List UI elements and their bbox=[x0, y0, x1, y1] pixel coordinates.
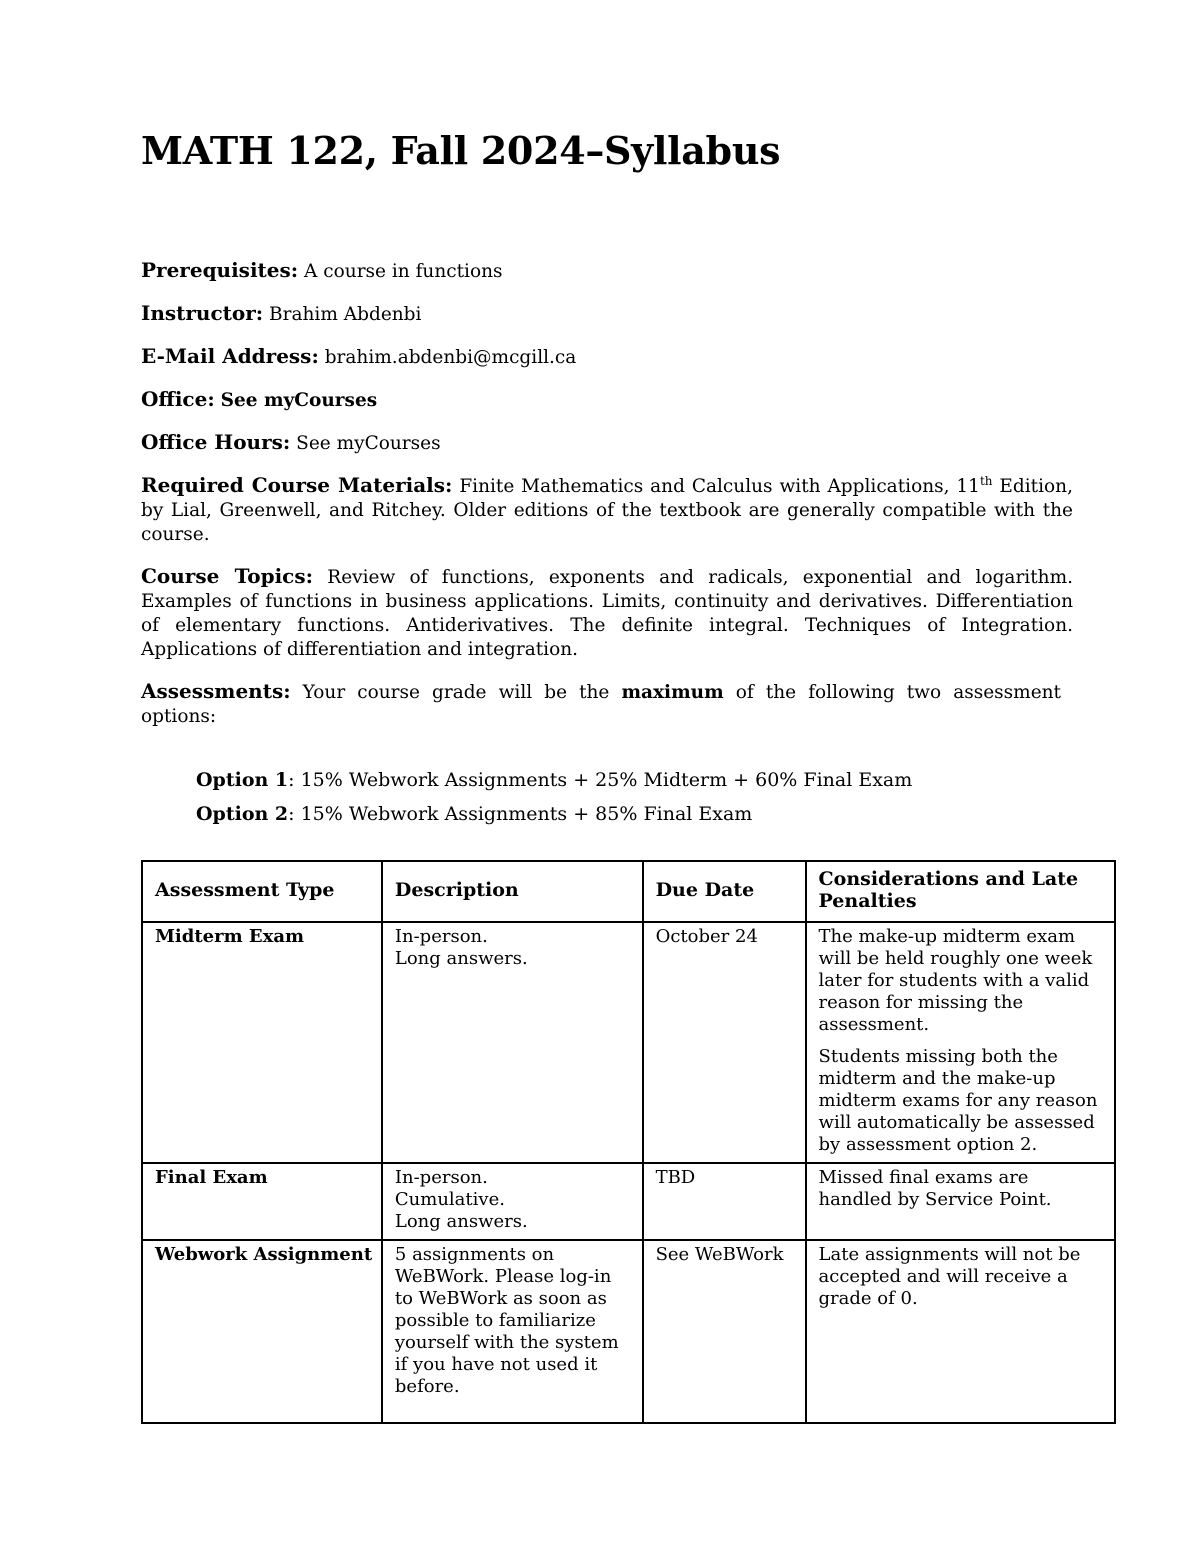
assessment-options bbox=[196, 768, 912, 836]
table-header-row bbox=[142, 861, 1115, 922]
option-value: : 15% Webwork Assignments + 85% Final Exam bbox=[288, 803, 753, 825]
field-value: Finite Mathematics and Calculus with Applications, 11 bbox=[459, 476, 980, 497]
assessment-table bbox=[141, 860, 1116, 1424]
description-line: 5 assignments on WeBWork. Please log-in to WeBWork as soon as possible to familiarize yourself with the system if you have not used it before. bbox=[394, 1244, 619, 1397]
cell-due-date: October 24 bbox=[643, 922, 806, 1163]
option-label: Option 1 bbox=[196, 769, 289, 791]
option-label: Option 2 bbox=[196, 803, 289, 825]
cell-due-date: See WeBWork bbox=[643, 1240, 806, 1423]
field-label: Office Hours: bbox=[141, 430, 291, 454]
column-header: Considerations and Late Penalties bbox=[806, 861, 1115, 922]
field-value: of the following two assessment options: bbox=[141, 682, 1061, 727]
cell-description bbox=[382, 922, 643, 1163]
field-label: Required Course Materials: bbox=[141, 473, 453, 497]
consideration-text: Late assignments will not be accepted and will receive a grade of 0. bbox=[818, 1244, 1081, 1309]
option-value: : 15% Webwork Assignments + 25% Midterm + 60% Final Exam bbox=[288, 769, 913, 791]
option-1 bbox=[196, 768, 912, 792]
field-label: Office: bbox=[141, 387, 215, 411]
office-field bbox=[141, 387, 1061, 413]
description-line: Long answers. bbox=[394, 1211, 528, 1232]
table-row bbox=[142, 1240, 1115, 1423]
page-title: MATH 122, Fall 2024–Syllabus bbox=[141, 128, 781, 173]
column-header: Assessment Type bbox=[142, 861, 382, 922]
field-label: Prerequisites: bbox=[141, 258, 299, 282]
office-hours-field bbox=[141, 430, 1061, 456]
cell-description bbox=[382, 1163, 643, 1240]
superscript: th bbox=[979, 473, 993, 488]
table-row bbox=[142, 1163, 1115, 1240]
email-link[interactable]: brahim.abdenbi@mcgill.ca bbox=[324, 347, 577, 368]
field-label: Instructor: bbox=[141, 301, 264, 325]
field-value: Your course grade will be the bbox=[302, 682, 610, 703]
description-line: In-person. bbox=[394, 926, 488, 947]
cell-type: Final Exam bbox=[142, 1163, 382, 1240]
cell-type: Midterm Exam bbox=[142, 922, 382, 1163]
description-line: In-person. bbox=[394, 1167, 488, 1188]
cell-due-date: TBD bbox=[643, 1163, 806, 1240]
cell-type: Webwork Assignment bbox=[142, 1240, 382, 1423]
course-info bbox=[141, 258, 1073, 746]
cell-description bbox=[382, 1240, 643, 1423]
topics-field bbox=[141, 564, 1073, 662]
field-value: See myCourses bbox=[296, 433, 441, 454]
email-field bbox=[141, 344, 1061, 370]
table-row bbox=[142, 922, 1115, 1163]
description-line: Cumulative. bbox=[394, 1189, 505, 1210]
cell-considerations bbox=[806, 1163, 1115, 1240]
cell-considerations bbox=[806, 922, 1115, 1163]
cell-considerations bbox=[806, 1240, 1115, 1423]
consideration-text: Missed final exams are handled by Service Point. bbox=[818, 1167, 1052, 1210]
prerequisites-field bbox=[141, 258, 1061, 284]
assessments-field bbox=[141, 679, 1061, 729]
consideration-text: The make-up midterm exam will be held roughly one week later for students with a valid reason for missing the assessment. bbox=[818, 926, 1093, 1035]
field-label: Assessments: bbox=[141, 679, 291, 703]
field-value: Review of functions, exponents and radicals, exponential and logarithm. Examples of functions in business applications. Limits, continuity and derivatives. Differentiation of elementary functions. Antiderivatives. The definite integral. Techniques of Integration. Applications of differentiation and integration. bbox=[141, 567, 1073, 660]
field-value: Edition, by Lial, Greenwell, and Ritchey. Older editions of the textbook are generally compatible with the course. bbox=[141, 476, 1073, 545]
field-label: E-Mail Address: bbox=[141, 344, 319, 368]
column-header: Due Date bbox=[643, 861, 806, 922]
description-line: Long answers. bbox=[394, 948, 528, 969]
field-value: A course in functions bbox=[304, 261, 503, 282]
column-header: Description bbox=[382, 861, 643, 922]
field-label: Course Topics: bbox=[141, 564, 313, 588]
instructor-field bbox=[141, 301, 1061, 327]
field-value-emphasis: maximum bbox=[621, 682, 724, 703]
field-value: See myCourses bbox=[220, 390, 378, 411]
field-value: Brahim Abdenbi bbox=[269, 304, 422, 325]
materials-field bbox=[141, 473, 1073, 547]
consideration-text: Students missing both the midterm and the make-up midterm exams for any reason will automatically be assessed by assessment option 2. bbox=[818, 1046, 1098, 1155]
option-2 bbox=[196, 802, 912, 826]
